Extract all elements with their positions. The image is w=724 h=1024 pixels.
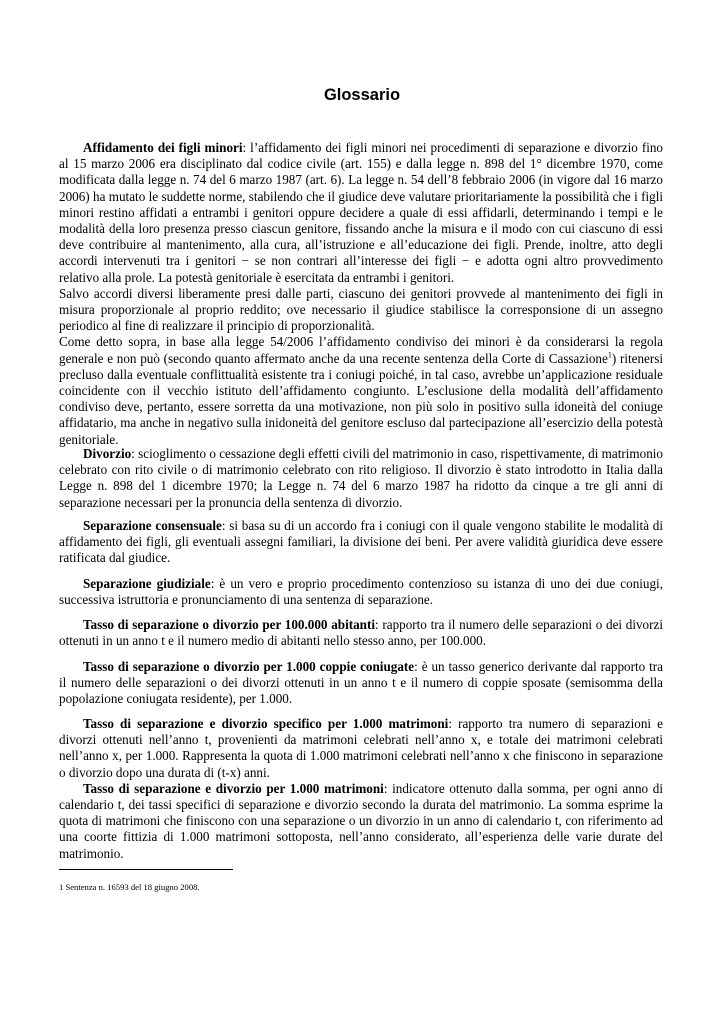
definition-text: : si basa su di un accordo fra i coniugi con il quale vengono stabilite le modalità di affidamento dei figli, gli eventuali assegni familiari, la divisione dei beni. Per avere validità giuridica deve essere ratificata dal giudice. xyxy=(59,518,664,566)
term-heading: Affidamento dei figli minori xyxy=(83,140,243,155)
definition-text: : l’affidamento dei figli minori nei procedimenti di separazione e divorzio fino al 15 marzo 2006 era disciplinato dal codice civile (art. 155) e dalla legge n. 898 del 1° dicembre 1970, come modificata dalla legge n. 74 del 6 marzo 1987 (art. 6). La legge n. 54 dell’8 febbraio 2006 (in vigore dal 16 marzo 2006) ha mutato le suddette norme, stabilendo che il giudice deve valutare prioritariamente la possibilità che i figli minori restino affidati a entrambi i genitori oppure decidere a quale di essi affidarli, determinando i tempi e le modalità della loro presenza presso ciascun genitore, fissando anche la misura e il modo con cui ciascuno di essi deve contribuire al mantenimento, alla cura, all’istruzione e all’educazione dei figli. Prende, inoltre, atto degli accordi intervenuti tra i genitori − se non contrari all’interesse dei figli − e adotta ogni altro provvedimento relativo alla prole. La potestà genitoriale è esercitata da entrambi i genitori. xyxy=(59,140,663,285)
footnote: 1 Sentenza n. 16593 del 18 giugno 2008. xyxy=(59,882,200,892)
footnote-separator xyxy=(59,869,233,870)
term-heading: Tasso di separazione e divorzio specifico per 1.000 matrimoni xyxy=(83,716,449,731)
entry-separazione-consensuale xyxy=(59,518,663,567)
definition-text: : è un vero e proprio procedimento contenzioso su istanza di uno dei due coniugi, successiva istruttoria e pronunciamento di una sentenza di separazione. xyxy=(59,576,663,608)
affidamento-paragraph-3 xyxy=(59,334,663,447)
term-heading: Tasso di separazione o divorzio per 1.000 coppie coniugate xyxy=(83,659,415,674)
page-title: Glossario xyxy=(323,86,401,104)
entry-tasso-specifico xyxy=(59,716,663,862)
footnote-reference: 1 xyxy=(607,350,612,360)
definition-text: : indicatore ottenuto dalla somma, per ogni anno di calendario t, dei tassi specifici di separazione e divorzio secondo la durata del matrimonio. La somma esprime la quota di matrimoni che finiscono con una separazione o un divorzio in un anno di calendario t, con riferimento ad una coorte fittizia di 1.000 matrimoni sottoposta, nell’anno considerato, all’esperienza delle varie durate del matrimonio. xyxy=(59,780,663,861)
term-heading: Separazione consensuale xyxy=(83,518,222,533)
definition-text: : è un tasso generico derivante dal rapporto tra il numero delle separazioni o dei divorzi ottenuti in un anno t e il numero di coppie sposate (semisomma della popolazione coniugata residente), per 1.000. xyxy=(59,659,663,707)
definition-text: : rapporto tra il numero delle separazioni o dei divorzi ottenuti in un anno t e il numero medio di abitanti nello stesso anno, per 100.000. xyxy=(59,617,663,649)
term-heading: Separazione giudiziale xyxy=(83,576,211,591)
entry-tasso-coppie xyxy=(59,659,663,708)
affidamento-paragraph-2: Salvo accordi diversi liberamente presi dalle parti, ciascuno dei genitori provvede al mantenimento dei figli in misura proporzionale al proprio reddito; ove necessario il giudice stabilisce la corresponsione di un assegno periodico al fine di realizzare il principio di proporzionalità. xyxy=(59,285,663,334)
term-heading: Tasso di separazione o divorzio per 100.000 abitanti xyxy=(83,617,376,632)
entry-divorzio xyxy=(59,446,663,511)
entry-separazione-giudiziale xyxy=(59,576,663,608)
definition-text: ) ritenersi precluso dalla eventuale conflittualità esistente tra i coniugi poiché, in tal caso, avrebbe un’applicazione residuale coincidente con il vecchio istituto dell’affidamento congiunto. L’esclusione della modalità dell’affidamento condiviso deve, pertanto, essere sorretta da una motivazione, non più solo in positivo sulla idoneità del coniuge affidatario, ma anche in negativo sulla inidoneità del genitore escluso dal partecipazione all’esercizio della potestà genitoriale. xyxy=(59,350,663,447)
definition-text: : scioglimento o cessazione degli effetti civili del matrimonio in caso, rispettivamente, di matrimonio celebrato con rito civile o di matrimonio celebrato con rito religioso. Il divorzio è stato introdotto in Italia dalla Legge n. 898 del 1 dicembre 1970; la Legge n. 74 del 6 marzo 1987 ha ridotto da cinque a tre gli anni di separazione necessari per la pronuncia della sentenza di divorzio. xyxy=(59,446,663,510)
term-heading: Divorzio xyxy=(83,446,132,461)
term-heading: Tasso di separazione e divorzio per 1.000 matrimoni xyxy=(83,780,384,796)
affidamento-paragraph-1 xyxy=(59,140,663,286)
definition-text: : rapporto tra numero di separazioni e divorzi ottenuti nell’anno t, provenienti da matrimoni celebrati nell’anno x, e totale dei matrimoni celebrati nell’anno x, per 1.000. Rappresenta la quota di 1.000 matrimoni celebrati nell’anno x che finiscono in separazione o divorzio dopo una durata di (t-x) anni. xyxy=(59,716,664,780)
definition-text: Come detto sopra, in base alla legge 54/2006 l’affidamento condiviso dei minori è da considerarsi la regola generale e non può (secondo quanto affermato anche da una recente sentenza della Corte di Cassazione xyxy=(59,334,663,366)
entry-tasso-abitanti xyxy=(59,617,663,649)
entry-affidamento xyxy=(59,140,663,448)
